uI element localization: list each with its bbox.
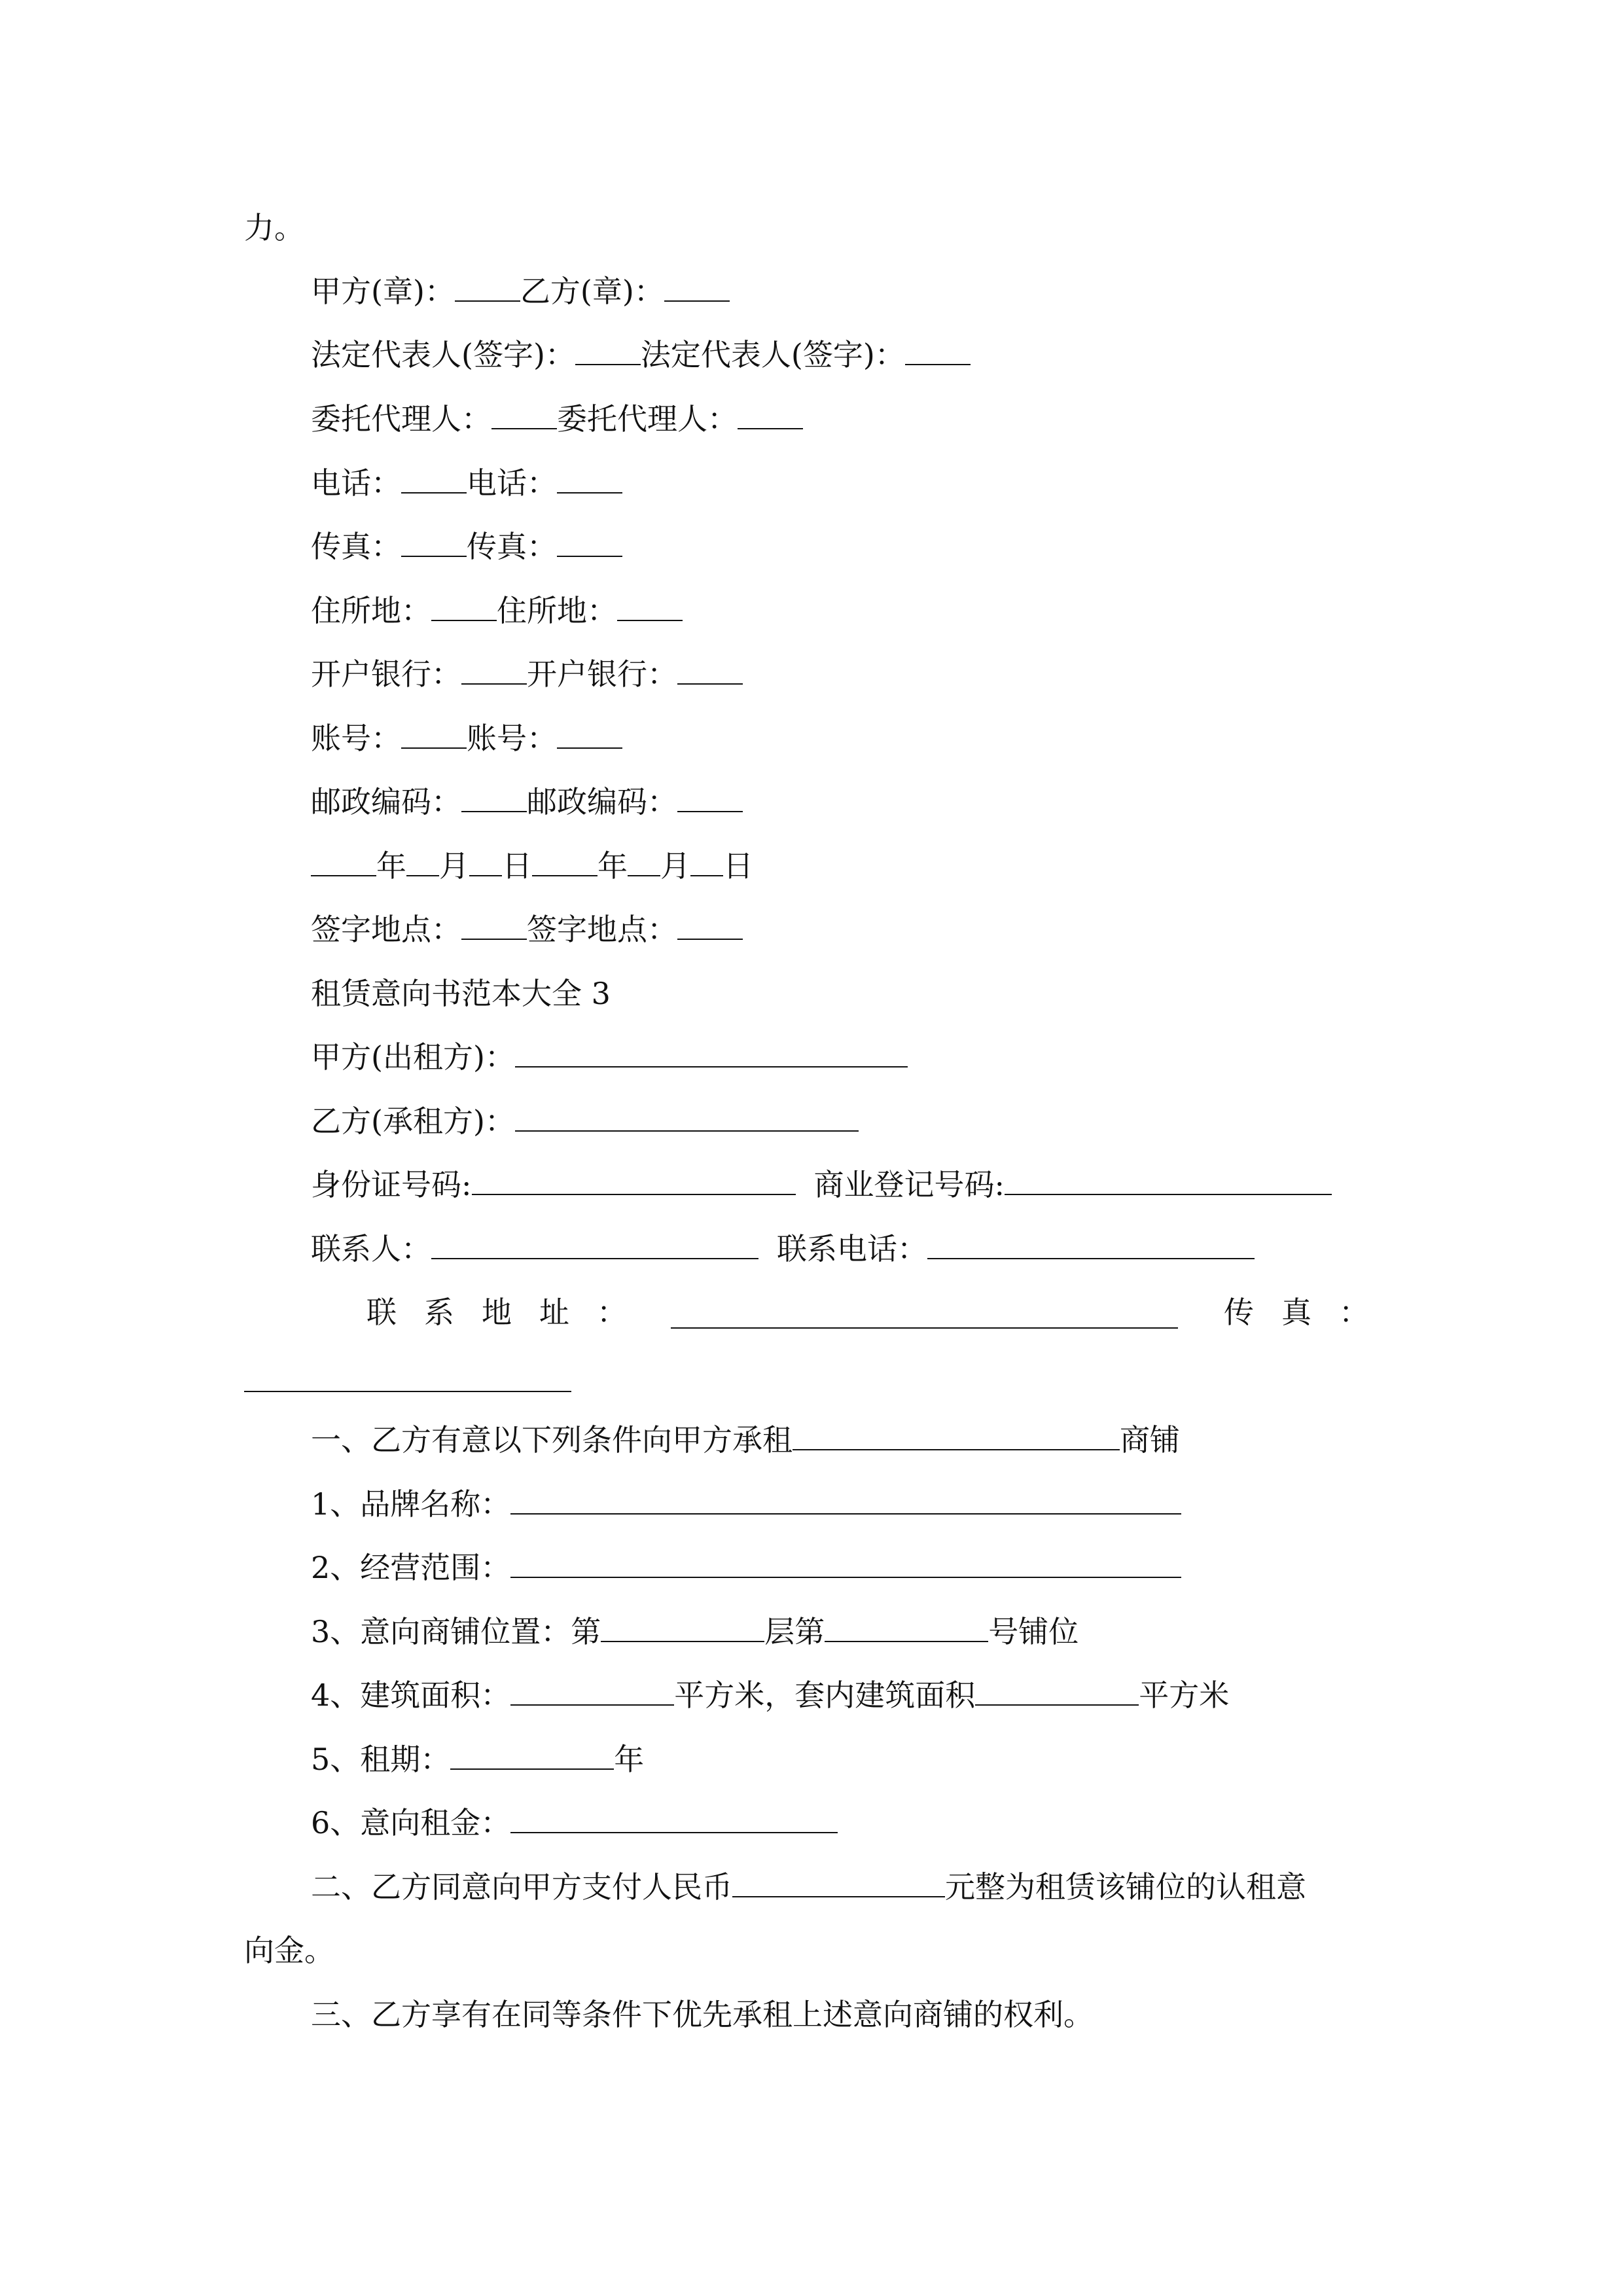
clause-3: 三、乙方享有在同等条件下优先承租上述意向商铺的权利。 — [311, 1997, 1094, 2032]
contact-line: 联系人： 联系电话： — [311, 1229, 1255, 1268]
date-line: 年 月 日 年 月 日 — [311, 846, 753, 886]
fax-blank — [244, 1391, 571, 1392]
legal-rep-line: 法定代表人(签字)： 法定代表人(签字)： — [311, 335, 971, 374]
lease-term-line: 5、租期： 年 — [311, 1740, 644, 1779]
fax-line: 传真： 传真： — [311, 527, 622, 566]
clause-1: 一、乙方有意以下列条件向甲方承租 商铺 — [311, 1420, 1180, 1460]
signing-place-line: 签字地点： 签字地点： — [311, 910, 743, 949]
section-title: 租赁意向书范本大全 3 — [311, 976, 611, 1011]
lessor-blank — [515, 1037, 908, 1067]
contact-address-blank — [671, 1327, 1178, 1329]
business-scope-line: 2、经营范围： — [311, 1548, 1181, 1587]
agent-line: 委托代理人： 委托代理人： — [311, 399, 803, 439]
phone-line: 电话： 电话： — [311, 463, 622, 503]
lessee-blank — [515, 1102, 859, 1132]
fax-label-spread: 传真： — [1224, 1295, 1397, 1330]
lessor-line: 甲方(出租方)： — [311, 1037, 908, 1077]
intended-rent-line: 6、意向租金： — [311, 1803, 838, 1842]
clause-2-continuation: 向金。 — [244, 1933, 334, 1968]
party-b-seal-label: 乙方(章)： — [520, 274, 664, 309]
party-a-seal-blank — [455, 272, 520, 302]
lessee-line: 乙方(承租方)： — [311, 1102, 859, 1141]
shop-location-line: 3、意向商铺位置：第 层第 号铺位 — [311, 1612, 1079, 1651]
seal-line — [311, 272, 730, 311]
contact-address-label: 联系地址： — [366, 1295, 654, 1330]
floor-area-line: 4、建筑面积： 平方米，套内建筑面积 平方米 — [311, 1676, 1229, 1715]
bank-line: 开户银行： 开户银行： — [311, 655, 743, 694]
text-line-continuation: 力。 — [244, 210, 304, 245]
id-registration-line: 身份证号码: 商业登记号码: — [311, 1165, 1332, 1204]
clause-2: 二、乙方同意向甲方支付人民币 元整为租赁该铺位的认租意 — [311, 1867, 1306, 1907]
address-line: 住所地： 住所地： — [311, 591, 683, 630]
brand-name-line: 1、品牌名称： — [311, 1484, 1181, 1524]
account-line: 账号： 账号： — [311, 719, 622, 758]
postcode-line: 邮政编码： 邮政编码： — [311, 782, 743, 821]
party-a-seal-label: 甲方(章)： — [311, 274, 455, 309]
party-b-seal-blank — [664, 272, 730, 302]
